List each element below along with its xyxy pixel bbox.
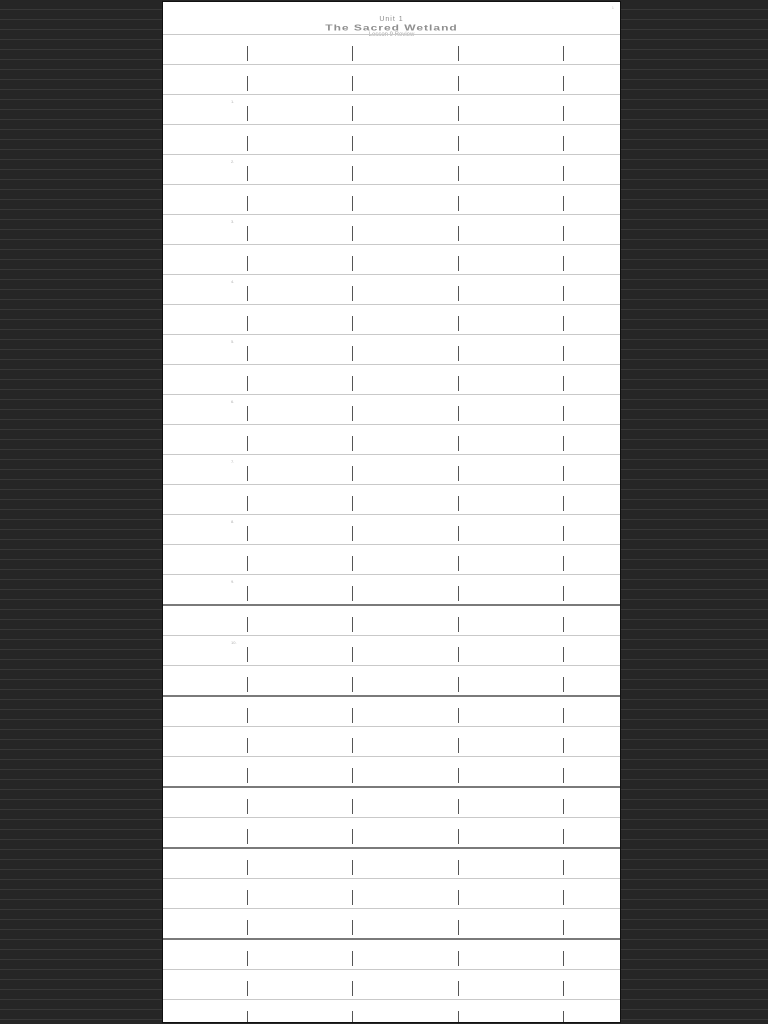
answer-column: [247, 166, 352, 181]
answer-column: [458, 46, 564, 61]
question-number: 5.: [231, 339, 235, 344]
answer-column: [352, 346, 457, 361]
answer-column: [458, 738, 564, 753]
page-title: The Sacred Wetland: [325, 23, 458, 33]
answer-columns: [247, 106, 564, 121]
answer-column: [247, 346, 352, 361]
answer-columns: [247, 768, 564, 783]
answer-column: [458, 316, 564, 331]
question-strip: [163, 184, 620, 214]
answer-column: [247, 951, 352, 966]
answer-columns: [247, 166, 564, 181]
answer-column: [458, 1011, 564, 1022]
answer-column: [247, 738, 352, 753]
document-page[interactable]: [163, 2, 620, 1022]
question-strip: [163, 304, 620, 334]
question-strip: [163, 334, 620, 364]
answer-column: [352, 466, 457, 481]
answer-column: [247, 226, 352, 241]
question-strip: [163, 756, 620, 786]
answer-column: [247, 647, 352, 662]
answer-columns: [247, 647, 564, 662]
answer-columns: [247, 556, 564, 571]
answer-columns: [247, 226, 564, 241]
answer-columns: [247, 526, 564, 541]
question-number: 9.: [231, 579, 235, 584]
answer-column: [247, 617, 352, 632]
answer-columns: [247, 586, 564, 601]
answer-column: [458, 677, 564, 692]
answer-column: [458, 829, 564, 844]
answer-column: [352, 196, 457, 211]
answer-column: [458, 860, 564, 875]
answer-column: [458, 106, 564, 121]
answer-column: [352, 647, 457, 662]
answer-column: [247, 768, 352, 783]
answer-columns: [247, 677, 564, 692]
answer-column: [458, 376, 564, 391]
answer-column: [247, 196, 352, 211]
answer-column: [352, 768, 457, 783]
answer-column: [247, 466, 352, 481]
question-strip: [163, 484, 620, 514]
question-strip: [163, 544, 620, 574]
question-strip: [163, 938, 620, 969]
answer-column: [352, 166, 457, 181]
question-strip: [163, 94, 620, 124]
answer-column: [247, 436, 352, 451]
question-strip: [163, 244, 620, 274]
answer-column: [247, 1011, 352, 1022]
answer-column: [247, 829, 352, 844]
question-strip: [163, 34, 620, 64]
question-number: 1.: [231, 99, 235, 104]
answer-column: [247, 46, 352, 61]
answer-column: [352, 890, 457, 905]
answer-column: [247, 136, 352, 151]
question-strip: [163, 394, 620, 424]
answer-column: [458, 436, 564, 451]
answer-columns: [247, 346, 564, 361]
answer-column: [458, 981, 564, 996]
answer-columns: [247, 406, 564, 421]
answer-column: [247, 920, 352, 935]
answer-column: [247, 406, 352, 421]
answer-column: [352, 226, 457, 241]
answer-columns: [247, 829, 564, 844]
answer-column: [352, 617, 457, 632]
answer-column: [352, 829, 457, 844]
answer-column: [458, 346, 564, 361]
answer-column: [352, 436, 457, 451]
answer-column: [458, 166, 564, 181]
answer-column: [458, 556, 564, 571]
answer-column: [458, 496, 564, 511]
question-strip: [163, 124, 620, 154]
answer-columns: [247, 436, 564, 451]
answer-column: [352, 920, 457, 935]
answer-column: [352, 46, 457, 61]
answer-column: [352, 496, 457, 511]
answer-columns: [247, 890, 564, 905]
answer-columns: [247, 981, 564, 996]
answer-columns: [247, 196, 564, 211]
answer-columns: [247, 136, 564, 151]
question-number: 2.: [231, 159, 235, 164]
answer-columns: [247, 920, 564, 935]
question-strip: [163, 274, 620, 304]
answer-column: [247, 256, 352, 271]
question-strip: [163, 969, 620, 999]
answer-column: [352, 526, 457, 541]
answer-column: [458, 768, 564, 783]
answer-column: [458, 920, 564, 935]
answer-column: [352, 738, 457, 753]
answer-column: [458, 256, 564, 271]
answer-columns: [247, 376, 564, 391]
answer-column: [458, 196, 564, 211]
question-strip: [163, 726, 620, 756]
page-subtitle: Lesson 9 Review: [368, 32, 415, 38]
answer-column: [458, 406, 564, 421]
answer-column: [352, 1011, 457, 1022]
answer-column: [458, 890, 564, 905]
question-strip: [163, 214, 620, 244]
answer-columns: [247, 617, 564, 632]
answer-column: [458, 526, 564, 541]
answer-column: [458, 951, 564, 966]
answer-column: [352, 981, 457, 996]
answer-column: [247, 981, 352, 996]
answer-column: [352, 76, 457, 91]
answer-column: [352, 406, 457, 421]
answer-column: [247, 799, 352, 814]
question-strip: [163, 786, 620, 817]
answer-column: [458, 647, 564, 662]
unit-label: Unit 1: [379, 16, 404, 23]
answer-columns: [247, 256, 564, 271]
answer-column: [247, 890, 352, 905]
answer-column: [352, 951, 457, 966]
question-strip: [163, 574, 620, 604]
question-strip: [163, 364, 620, 394]
answer-column: [247, 376, 352, 391]
answer-column: [352, 677, 457, 692]
question-number: 8.: [231, 519, 235, 524]
question-strip: [163, 908, 620, 938]
page-number: 1: [611, 5, 614, 10]
answer-column: [352, 286, 457, 301]
answer-columns: [247, 46, 564, 61]
answer-column: [247, 76, 352, 91]
question-number: 7.: [231, 459, 235, 464]
question-strip: [163, 665, 620, 695]
question-strip: [163, 635, 620, 665]
answer-column: [458, 226, 564, 241]
answer-column: [352, 316, 457, 331]
answer-column: [247, 586, 352, 601]
answer-column: [247, 106, 352, 121]
answer-columns: [247, 1011, 564, 1022]
answer-columns: [247, 860, 564, 875]
answer-column: [458, 799, 564, 814]
page-header: [163, 2, 620, 38]
answer-column: [247, 496, 352, 511]
question-number: 6.: [231, 399, 235, 404]
question-strip: [163, 847, 620, 878]
answer-column: [352, 708, 457, 723]
answer-column: [247, 526, 352, 541]
question-strip: [163, 604, 620, 635]
answer-columns: [247, 496, 564, 511]
answer-column: [352, 106, 457, 121]
answer-columns: [247, 799, 564, 814]
answer-column: [458, 708, 564, 723]
answer-columns: [247, 951, 564, 966]
question-strip: [163, 424, 620, 454]
answer-columns: [247, 76, 564, 91]
question-strip: [163, 154, 620, 184]
answer-column: [458, 617, 564, 632]
question-strip: [163, 454, 620, 484]
question-strip: [163, 999, 620, 1022]
answer-columns: [247, 708, 564, 723]
answer-columns: [247, 316, 564, 331]
answer-column: [458, 136, 564, 151]
answer-column: [352, 556, 457, 571]
question-number: 10.: [231, 640, 237, 645]
answer-column: [458, 286, 564, 301]
answer-column: [458, 76, 564, 91]
answer-column: [247, 286, 352, 301]
answer-column: [352, 376, 457, 391]
answer-column: [247, 556, 352, 571]
question-number: 4.: [231, 279, 235, 284]
answer-column: [247, 860, 352, 875]
answer-column: [247, 316, 352, 331]
question-strip: [163, 695, 620, 726]
answer-column: [458, 586, 564, 601]
answer-column: [352, 136, 457, 151]
answer-column: [352, 799, 457, 814]
question-strip: [163, 514, 620, 544]
answer-column: [352, 586, 457, 601]
question-strip: [163, 878, 620, 908]
answer-column: [247, 677, 352, 692]
question-number: 3.: [231, 219, 235, 224]
answer-column: [352, 256, 457, 271]
answer-column: [458, 466, 564, 481]
answer-column: [247, 708, 352, 723]
question-strip: [163, 64, 620, 94]
answer-columns: [247, 286, 564, 301]
question-strips: [163, 34, 620, 1022]
answer-columns: [247, 466, 564, 481]
answer-column: [352, 860, 457, 875]
question-strip: [163, 817, 620, 847]
answer-columns: [247, 738, 564, 753]
